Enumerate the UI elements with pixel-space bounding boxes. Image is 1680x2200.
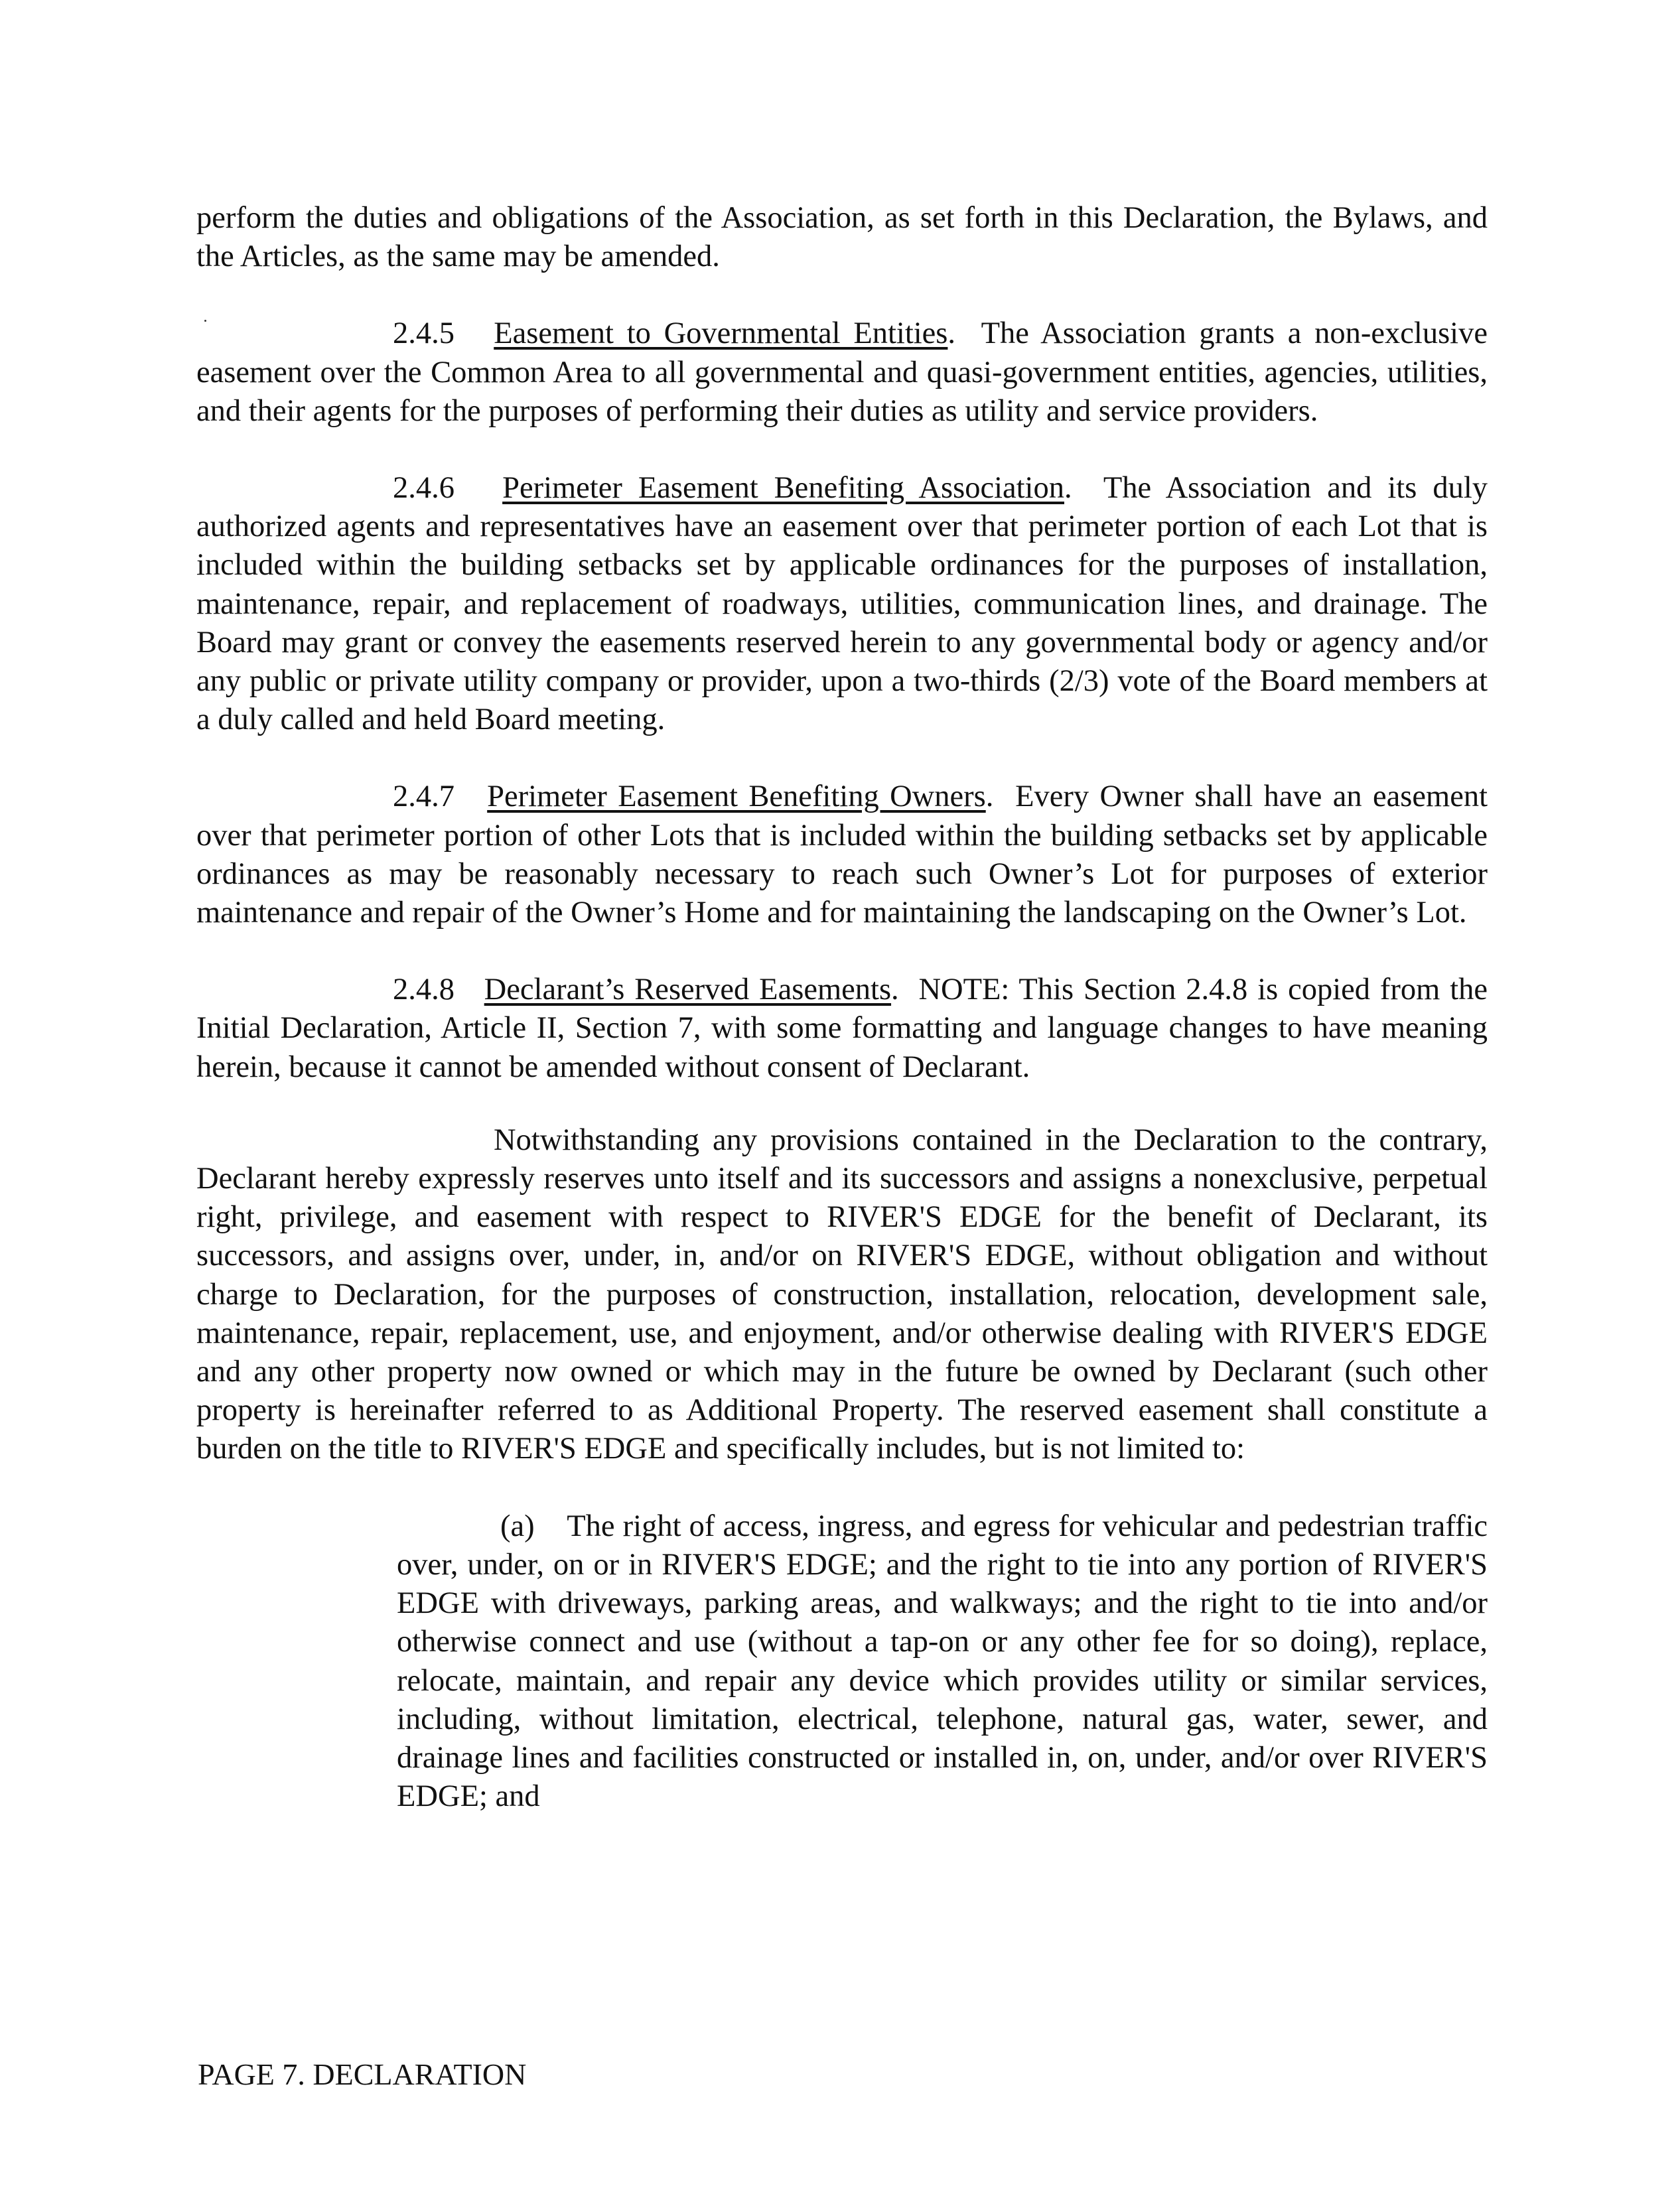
section-number: 2.4.5: [393, 316, 455, 351]
subsection-body: The right of access, ingress, and egress for vehicular and pedestrian traffic over, under, on or in RIVER'S EDGE; and the right to tie into any portion of RIVER'S EDGE with driveways, parking areas, and walkways; and the right to tie into and/or otherwise connect and use (without a tap-on or any other fee for so doing), replace, relocate, maintain, and repair any device which provides utility or similar services, including, without limitation, electrical, telephone, natural gas, water, sewer, and drainage lines and facilities constructed or installed in, on, under, and/or over RIVER'S EDGE; and: [397, 1509, 1488, 1814]
section-2-4-8: [196, 971, 1488, 1087]
page-footer: PAGE 7. DECLARATION: [198, 2057, 527, 2091]
section-heading: Perimeter Easement Benefiting Association: [502, 471, 1064, 506]
section-body: Every Owner shall have an easement over that perimeter portion of other Lots that is included within the building setbacks set by applicable ordinances as may be reasonably necessary to reach such Owner’s Lot for purposes of exterior maintenance and repair of the Owner’s Home and for maintaining the landscaping on the Owner’s Lot.: [196, 780, 1488, 930]
section-number: 2.4.6: [393, 471, 455, 506]
section-2-4-6: [196, 469, 1488, 739]
section-heading: Perimeter Easement Benefiting Owners: [487, 780, 986, 814]
section-body: The Association grants a non-exclusive easement over the Common Area to all governmental and quasi-government entities, agencies, utilities, and their agents for the purposes of performing their duties as utility and service providers.: [196, 316, 1488, 428]
subsection-a: [397, 1507, 1488, 1817]
section-number: 2.4.8: [393, 973, 455, 1007]
section-number: 2.4.7: [393, 780, 455, 814]
notwithstanding-paragraph: Notwithstanding any provisions contained in the Declaration to the contrary, Declarant hereby expressly reserves unto itself and its successors and assigns a nonexclusive, perpetual right, privilege, and easement with respect to RIVER'S EDGE for the benefit of Declarant, its successors, and assigns over, under, in, and/or on RIVER'S EDGE, without obligation and without charge to Declaration, for the purposes of construction, installation, relocation, development sale, maintenance, repair, replacement, use, and enjoyment, and/or otherwise dealing with RIVER'S EDGE and any other property now owned or which may in the future be owned by Declarant (such other property is hereinafter referred to as Additional Property. The reserved easement shall constitute a burden on the title to RIVER'S EDGE and specifically includes, but is not limited to:: [196, 1123, 1488, 1466]
subsection-label: (a): [500, 1509, 535, 1543]
section-heading: Easement to Governmental Entities: [494, 316, 948, 351]
document-body: [196, 199, 1488, 1816]
heading-period: .: [891, 973, 919, 1007]
section-body: NOTE: This Section 2.4.8 is copied from the Initial Declaration, Article II, Section 7, with some formatting and language changes to have meaning herein, because it cannot be amended without consent of Declarant.: [196, 973, 1488, 1084]
heading-period: .: [985, 780, 1016, 814]
section-2-4-7: [196, 778, 1488, 932]
heading-period: .: [947, 316, 981, 351]
opening-paragraph: perform the duties and obligations of the Association, as set forth in this Declaration, the Bylaws, and the Articles, as the same may be amended.: [196, 201, 1488, 274]
section-heading: Declarant’s Reserved Easements: [484, 973, 892, 1007]
heading-period: .: [1064, 471, 1103, 506]
section-body: The Association and its duly authorized agents and representatives have an easement over that perimeter portion of each Lot that is included within the building setbacks set by applicable ordinances for the purposes of installation, maintenance, repair, and replacement of roadways, utilities, communication lines, and drainage. The Board may grant or convey the easements reserved herein to any governmental body or agency and/or any public or private utility company or provider, upon a two-thirds (2/3) vote of the Board members at a duly called and held Board meeting.: [196, 471, 1488, 737]
section-2-4-5: [196, 314, 1488, 431]
